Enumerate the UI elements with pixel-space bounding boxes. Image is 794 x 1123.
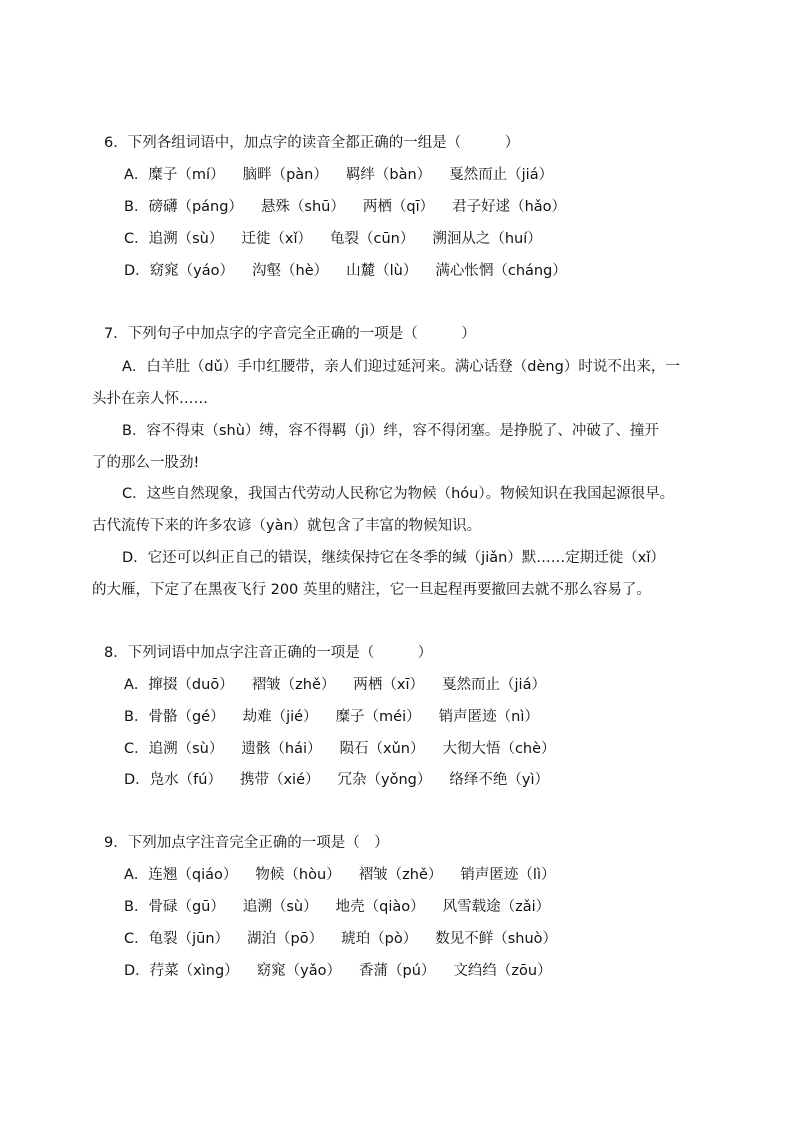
option-item: 追溯（sù）	[148, 741, 224, 757]
option-item: 冗杂（yǒng）	[337, 772, 432, 788]
option-item: 撺掇（duō）	[148, 677, 234, 693]
option-item: 糜子（mí）	[148, 167, 225, 183]
option-item: 数见不鲜（shuò）	[435, 931, 558, 947]
option-item: 山麓（lù）	[346, 263, 418, 279]
question-9-title: 9．下列加点字注音完全正确的一项是（ ）	[104, 835, 389, 851]
option-item: 湖泊（pō）	[247, 931, 324, 947]
option-item: 迁徙（xǐ）	[241, 231, 312, 247]
option-item: 风雪载途（zǎi）	[442, 899, 551, 915]
option-item: 遗骸（hái）	[241, 741, 322, 757]
option-label: D．	[124, 772, 150, 788]
question-8-option-a	[124, 675, 564, 695]
question-7-title: 7．下列句子中加点字的字音完全正确的一项是（ ）	[104, 326, 476, 342]
option-label: B．	[124, 199, 149, 215]
option-item: 文绉绉（zōu）	[453, 963, 552, 979]
option-item: 溯洄从之（huí）	[432, 231, 542, 247]
option-item: 陨石（xǔn）	[339, 741, 425, 757]
option-item: 荇菜（xìng）	[149, 963, 239, 979]
option-label: B．	[124, 709, 149, 725]
option-label: C．	[124, 231, 149, 247]
question-6-option-b	[124, 197, 584, 217]
option-item: 追溯（sù）	[148, 231, 224, 247]
option-item: 销声匿迹（nì）	[438, 709, 539, 725]
question-6-title: 6．下列各组词语中，加点字的读音全都正确的一组是（ ）	[104, 135, 520, 151]
option-item: 连翘（qiáo）	[148, 867, 238, 883]
option-item: 两栖（xī）	[353, 677, 425, 693]
question-7-option-a-line-2: 头扑在亲人怀……	[92, 391, 208, 407]
option-item: 戛然而止（jiá）	[449, 167, 554, 183]
option-label: C．	[124, 931, 149, 947]
option-item: 地壳（qiào）	[335, 899, 425, 915]
option-item: 窈窕（yǎo）	[256, 963, 342, 979]
question-8-option-c	[124, 739, 574, 759]
option-item: 两栖（qī）	[362, 199, 435, 215]
option-item: 龟裂（cūn）	[329, 231, 415, 247]
question-9-option-b	[124, 897, 568, 917]
option-item: 劫难（jié）	[242, 709, 318, 725]
question-8-option-b	[124, 707, 557, 727]
option-item: 携带（xié）	[239, 772, 320, 788]
option-item: 追溯（sù）	[242, 899, 318, 915]
question-7-option-a-line-1: A．白羊肚（dǔ）手巾红腰带，亲人们迎过延河来。满心话登（dèng）时说不出来，一	[122, 359, 680, 375]
option-item: 褶皱（zhě）	[251, 677, 336, 693]
question-8-title: 8．下列词语中加点字注音正确的一项是（ ）	[104, 645, 433, 661]
option-label: C．	[124, 741, 149, 757]
question-9-option-d	[124, 961, 570, 981]
option-item: 沟壑（hè）	[252, 263, 329, 279]
option-label: A．	[124, 867, 149, 883]
question-7-option-c-line-1: C．这些自然现象，我国古代劳动人民称它为物候（hóu）。物候知识在我国起源很早。	[122, 486, 675, 502]
question-7-option-d-line-2: 的大雁，下定了在黑夜飞行 200 英里的赌注，它一旦起程再要撤回去就不那么容易了。	[92, 582, 651, 598]
question-6-option-a	[124, 165, 571, 185]
option-item: 物候（hòu）	[255, 867, 341, 883]
option-item: 戛然而止（jiá）	[442, 677, 546, 693]
option-item: 羁绊（bàn）	[345, 167, 432, 183]
option-item: 褶皱（zhě）	[358, 867, 443, 883]
option-label: D．	[124, 263, 150, 279]
question-7-option-d-line-1: D．它还可以纠正自己的错误，继续保持它在冬季的缄（jiǎn）默……定期迁徙（xǐ）	[122, 550, 665, 566]
option-item: 满心怅惘（cháng）	[435, 263, 567, 279]
option-item: 凫水（fú）	[149, 772, 222, 788]
option-item: 脑畔（pàn）	[242, 167, 328, 183]
option-item: 磅礴（páng）	[148, 199, 243, 215]
option-label: B．	[124, 899, 149, 915]
option-item: 君子好逑（hǎo）	[452, 199, 567, 215]
question-7-option-c-line-2: 古代流传下来的许多农谚（yàn）就包含了丰富的物候知识。	[92, 518, 482, 534]
question-7-option-b-line-1: B．容不得束（shù）缚，容不得羁（jì）绊，容不得闭塞。是挣脱了、冲破了、撞开	[122, 423, 659, 439]
question-6-option-d	[124, 261, 585, 281]
option-item: 大彻大悟（chè）	[442, 741, 556, 757]
option-item: 悬殊（shū）	[260, 199, 345, 215]
option-label: A．	[124, 167, 149, 183]
option-item: 龟裂（jūn）	[148, 931, 230, 947]
option-item: 络绎不绝（yì）	[449, 772, 549, 788]
question-9-option-a	[124, 865, 573, 885]
option-label: A．	[124, 677, 149, 693]
option-item: 骨骼（gé）	[148, 709, 225, 725]
option-label: D．	[124, 963, 150, 979]
question-8-option-d	[124, 770, 567, 790]
option-item: 糜子（méi）	[335, 709, 421, 725]
question-6-option-c	[124, 229, 560, 249]
option-item: 销声匿迹（lì）	[460, 867, 556, 883]
question-9-option-c	[124, 929, 575, 949]
option-item: 琥珀（pò）	[341, 931, 418, 947]
question-7-option-b-line-2: 了的那么一股劲!	[92, 455, 200, 471]
option-item: 香蒲（pú）	[359, 963, 436, 979]
option-item: 骨碌（gū）	[148, 899, 225, 915]
option-item: 窈窕（yáo）	[149, 263, 235, 279]
